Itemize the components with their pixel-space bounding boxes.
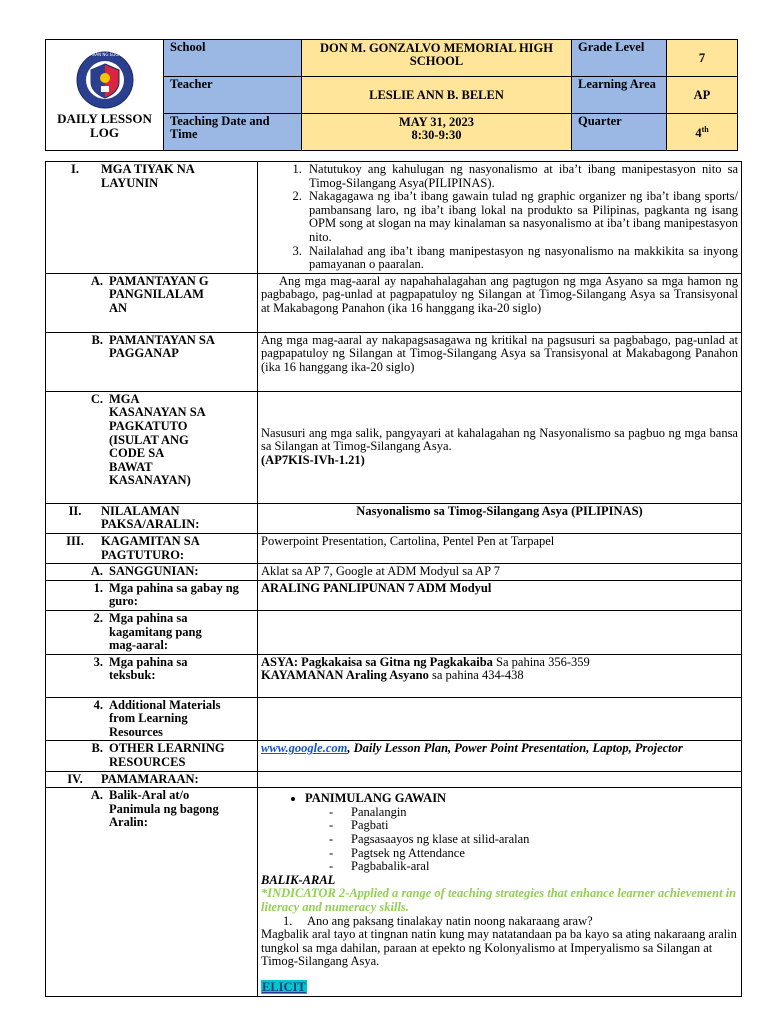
- row-number: 4.: [93, 697, 103, 712]
- sanggunian-text: Aklat sa AP 7, Google at ADM Modyul sa AP 7: [258, 564, 742, 581]
- row-label: MGA KASANAYAN SA PAGKATUTO (ISULAT ANG CODE SA BAWAT KASANAYAN): [109, 391, 205, 488]
- teacher-value: LESLIE ANN B. BELEN: [302, 77, 572, 114]
- kagamitan-text: Powerpoint Presentation, Cartolina, Pentel Pen at Tarpapel: [258, 533, 742, 563]
- quarter-number: 4: [695, 126, 702, 141]
- school-label: School: [164, 40, 302, 77]
- kagamitang-pang-mag-aaral-text: [258, 610, 742, 654]
- other-resources-text: www.google.com, Daily Lesson Plan, Power Point Presentation, Laptop, Projector: [258, 741, 742, 771]
- quarter-label: Quarter: [572, 114, 667, 151]
- header-table: [45, 39, 738, 151]
- row-number: III.: [66, 533, 84, 548]
- row-number: 1.: [93, 580, 103, 595]
- grade-label: Grade Level: [572, 40, 667, 77]
- indicator-note: *INDICATOR 2-Applied a range of teaching strategies that enhance learner achievement in literacy and numeracy skills.: [261, 886, 737, 914]
- date-label: Teaching Date and Time: [164, 114, 302, 151]
- row-objectives: [46, 162, 742, 274]
- elicit-label: ELICIT: [262, 979, 306, 994]
- question-item: 1. Ano ang paksang tinalakay natin noong nakaraang araw?: [283, 913, 593, 928]
- logo-cell: [46, 40, 164, 151]
- list-item: - Pagbabalik-aral: [351, 860, 738, 874]
- row-label: PAMANTAYAN G PANGNILALAM AN: [109, 273, 209, 315]
- row-letter: C.: [90, 391, 103, 406]
- row-kasanayan: [46, 391, 742, 503]
- row-number: II.: [68, 503, 82, 518]
- date-text: MAY 31, 2023: [398, 115, 475, 129]
- row-balik-aral: [46, 788, 742, 996]
- additional-materials-text: [258, 697, 742, 741]
- quarter-value: [667, 114, 738, 151]
- gabay-guro-text: ARALING PANLIPUNAN 7 ADM Modyul: [258, 580, 742, 610]
- row-label: Mga pahina sa kagamitang pang mag-aaral:: [109, 610, 202, 653]
- teksbuk-text: ASYA: Pagkakaisa sa Gitna ng Pagkakaiba Sa pahina 356-359 KAYAMANAN Araling Asyano sa pahina 434-438: [258, 654, 742, 697]
- row-label: Mga pahina sa gabay ng guro:: [109, 580, 239, 609]
- row-pamantayan-pangnilalaman: [46, 273, 742, 332]
- time-text: 8:30-9:30: [411, 128, 462, 142]
- row-pamamaraan: [46, 771, 742, 788]
- row-label: PAMANTAYAN SA PAGGANAP: [109, 332, 215, 361]
- row-label: Additional Materials from Learning Resources: [109, 697, 221, 739]
- row-additional-materials: [46, 697, 742, 741]
- list-item: - Pagbati: [351, 819, 738, 833]
- pamantayan-pagganap-text: Ang mga mag-aaral ay nakapagsasagawa ng kritikal na pagsusuri sa pagbabago, pag-unlad at pagpapatuloy ng Silangan at Timog-Silangang Asya sa Transisyonal at Makabagong Panahon (ika 16 hanggang ika-20 siglo): [258, 332, 742, 391]
- row-label: KAGAMITAN SA PAGTUTURO:: [101, 533, 200, 562]
- row-letter: A.: [90, 564, 103, 579]
- svg-text:KAGAWARAN NG EDUKASYON: KAGAWARAN NG EDUKASYON: [74, 52, 135, 57]
- row-letter: B.: [91, 741, 103, 756]
- row-teksbuk: [46, 654, 742, 697]
- quarter-suffix: th: [701, 125, 709, 135]
- list-item: - Panalangin: [351, 806, 738, 820]
- row-number: I.: [71, 162, 79, 176]
- row-label: Balik-Aral at/o Panimula ng bagong Aralin:: [109, 788, 219, 830]
- kasanayan-code: (AP7KIS-IVh-1.21): [261, 453, 365, 468]
- row-label: PAMAMARAAN:: [101, 771, 199, 786]
- lesson-table: [45, 161, 742, 997]
- row-sanggunian: [46, 564, 742, 581]
- kasanayan-text: Nasusuri ang mga salik, pangyayari at kahalagahan ng Nasyonalismo sa pagbuo ng mga bansa sa Silangan at Timog-Silangang Asya.: [261, 425, 738, 454]
- pamantayan-pangnilalaman-text: Ang mga mag-aaral ay napahahalagahan ang pagtugon ng mga Asyano sa mga hamon ng pagbabago, pag-unlad at pagpapatuloy ng Silangan at Timog-Silangang Asya sa Transisyonal at Makabagong Panahon (ika 16 hanggang ika-20 siglo): [258, 273, 742, 332]
- school-value: DON M. GONZALVO MEMORIAL HIGH SCHOOL: [302, 40, 572, 77]
- deped-seal-icon: [75, 50, 135, 110]
- row-letter: B.: [91, 332, 103, 347]
- google-link[interactable]: www.google.com: [261, 741, 348, 756]
- row-kagamitang-pang-mag-aaral: [46, 610, 742, 654]
- teacher-label: Teacher: [164, 77, 302, 114]
- row-label: SANGGUNIAN:: [109, 564, 199, 579]
- row-gabay-guro: [46, 580, 742, 610]
- row-pamantayan-pagganap: [46, 332, 742, 391]
- list-item: - Pagsasaayos ng klase at silid-aralan: [351, 833, 738, 847]
- row-nilalaman: [46, 503, 742, 533]
- row-letter: A.: [90, 788, 103, 803]
- objectives-list: [261, 163, 738, 272]
- pamamaraan-text: [258, 771, 742, 788]
- row-label: NILALAMAN PAKSA/ARALIN:: [101, 503, 200, 532]
- panimula-steps: [305, 806, 738, 874]
- objective-item: 3. Nailalahad ang iba’t ibang manipestasyon ng nasyonalismo na makkikita sa inyong pamayanan o paaralan.: [305, 245, 738, 272]
- row-kagamitan: [46, 533, 742, 563]
- grade-value: 7: [667, 40, 738, 77]
- row-number: IV.: [67, 771, 83, 786]
- row-number: 2.: [93, 610, 103, 625]
- nilalaman-text: Nasyonalismo sa Timog-Silangang Asya (PILIPINAS): [258, 503, 742, 533]
- row-number: 3.: [93, 654, 103, 669]
- area-value: AP: [667, 77, 738, 114]
- area-label: Learning Area: [572, 77, 667, 114]
- balik-aral-title: BALIK-ARAL: [261, 872, 336, 887]
- objective-item: 1. Natutukoy ang kahulugan ng nasyonalismo at iba’t ibang manipestasyon nito sa Timog-Silangang Asya(PILIPINAS).: [305, 163, 738, 190]
- row-label: OTHER LEARNING RESOURCES: [109, 741, 225, 770]
- date-value: [302, 114, 572, 151]
- row-other-resources: [46, 741, 742, 771]
- panimula-list: [261, 792, 738, 874]
- list-item: - Pagtsek ng Attendance: [351, 847, 738, 861]
- row-label: Mga pahina sa teksbuk:: [109, 654, 188, 683]
- objective-item: 2. Nakagagawa ng iba’t ibang gawain tulad ng graphic organizer ng iba’t ibang sports/ pambansang laro, ng iba’t ibang lokal na produkto sa Pilipinas, pagkanta ng isang OPM song at slogan na may kinalaman sa nasyonalismo at iba’t ibang manipestasyon nito.: [305, 190, 738, 244]
- row-label: MGA TIYAK NA LAYUNIN: [101, 162, 195, 190]
- balik-aral-content: [258, 788, 742, 996]
- panimula-title: • PANIMULANG GAWAIN - Panalangin - Pagbati - Pagsasaayos ng klase at silid-aralan - Pagtsek ng Attendance - Pagbabalik-aral: [305, 792, 738, 874]
- row-letter: A.: [90, 273, 103, 288]
- page-title: DAILY LESSON LOG: [57, 111, 152, 140]
- review-paragraph: Magbalik aral tayo at tingnan natin kung may natatandaan pa ba kayo sa ating nakaraang aralin tungkol sa mga dahilan, paraan at epekto ng Kolonyalismo at Imperyalismo sa Silangan at Timog-Silangang Asya.: [261, 927, 737, 969]
